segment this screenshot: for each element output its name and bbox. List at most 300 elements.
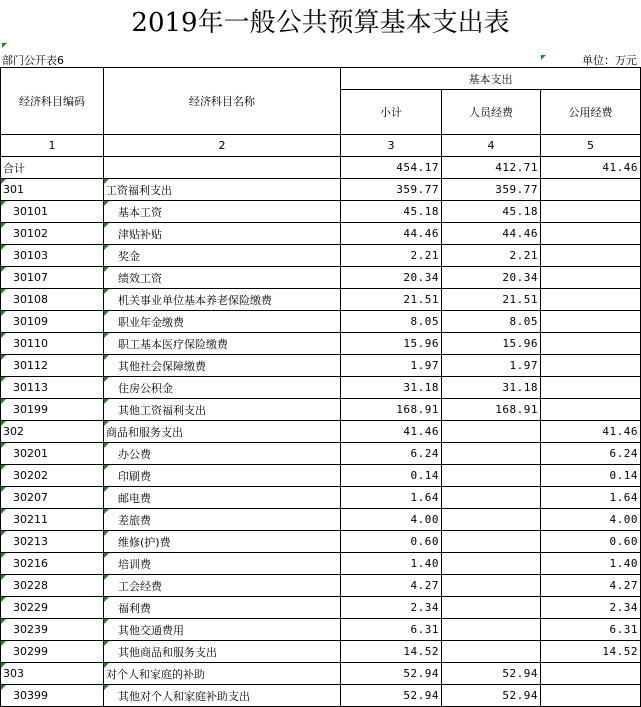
row-personnel: [442, 245, 541, 267]
row-name: [104, 443, 341, 465]
row-subtotal: [341, 531, 442, 553]
row-personnel-text: 45.18: [502, 205, 538, 218]
row-name: [104, 245, 341, 267]
row-subtotal: [341, 201, 442, 223]
row-name-text: 办公费: [118, 447, 151, 461]
cell-marker-icon: [104, 289, 109, 294]
cell-marker-icon: [1, 685, 6, 690]
row-public: [541, 421, 641, 443]
row-code: [1, 443, 104, 465]
row-code: [1, 333, 104, 355]
row-subtotal-text: 2.34: [410, 601, 439, 614]
row-code-text: 30229: [13, 601, 48, 614]
table-row: [1, 289, 641, 311]
row-personnel-text: 412.71: [495, 161, 538, 174]
row-subtotal: [341, 553, 442, 575]
row-public: [541, 179, 641, 201]
row-subtotal: [341, 509, 442, 531]
table-row: [1, 355, 641, 377]
row-name: [104, 553, 341, 575]
table-row: [1, 641, 641, 663]
budget-table: [0, 67, 641, 707]
row-subtotal-text: 41.46: [403, 425, 439, 438]
row-name: [104, 663, 341, 685]
cell-marker-icon: [104, 355, 109, 360]
row-name-text: 工会经费: [118, 579, 162, 593]
row-name: [104, 575, 341, 597]
cell-marker-icon: [104, 421, 109, 426]
row-code-text: 30299: [13, 645, 48, 658]
table-row: [1, 575, 641, 597]
row-name: [104, 157, 341, 179]
row-personnel: [442, 575, 541, 597]
col-number: 1: [1, 135, 104, 157]
row-personnel: [442, 377, 541, 399]
row-name-text: 绩效工资: [118, 271, 162, 285]
row-name-text: 培训费: [118, 557, 151, 571]
cell-marker-icon: [104, 443, 109, 448]
cell-marker-icon: [104, 179, 109, 184]
row-name: [104, 223, 341, 245]
row-subtotal: [341, 355, 442, 377]
row-code: [1, 685, 104, 707]
table-row: [1, 443, 641, 465]
row-code: [1, 663, 104, 685]
cell-marker-icon: [1, 553, 6, 558]
row-name: [104, 289, 341, 311]
row-name: [104, 377, 341, 399]
row-name: [104, 179, 341, 201]
row-subtotal-text: 44.46: [403, 227, 439, 240]
row-subtotal: [341, 377, 442, 399]
row-code: [1, 641, 104, 663]
table-row: [1, 377, 641, 399]
row-public: [541, 289, 641, 311]
cell-marker-icon: [104, 399, 109, 404]
header-public: 公用经费: [541, 90, 641, 135]
row-name: [104, 509, 341, 531]
row-public: [541, 443, 641, 465]
col-number: 2: [104, 135, 341, 157]
cell-marker-icon: [1, 267, 6, 272]
row-public-text: 1.64: [609, 491, 639, 504]
row-public: [541, 575, 641, 597]
row-subtotal: [341, 289, 442, 311]
row-subtotal: [341, 685, 442, 707]
table-row: [1, 223, 641, 245]
row-name-text: 商品和服务支出: [106, 425, 183, 439]
table-row: [1, 399, 641, 421]
row-public-text: 6.24: [609, 447, 639, 460]
row-name: [104, 355, 341, 377]
cell-marker-icon: [1, 641, 6, 646]
row-code: [1, 311, 104, 333]
page-title: 2019年一般公共预算基本支出表: [131, 8, 510, 38]
table-row: [1, 487, 641, 509]
cell-marker-icon: [1, 223, 6, 228]
row-code: [1, 157, 104, 179]
table-row: [1, 663, 641, 685]
row-public: [541, 355, 641, 377]
row-name: [104, 531, 341, 553]
row-personnel: [442, 355, 541, 377]
row-personnel-text: 168.91: [495, 403, 538, 416]
col-number: 3: [341, 135, 442, 157]
col-number: 4: [442, 135, 541, 157]
row-personnel: [442, 509, 541, 531]
row-name-text: 福利费: [118, 601, 151, 615]
cell-marker-icon: [104, 465, 109, 470]
row-name-text: 住房公积金: [118, 381, 173, 395]
cell-marker-icon: [104, 619, 109, 624]
cell-marker-icon: [1, 355, 6, 360]
row-subtotal-text: 0.60: [410, 535, 439, 548]
table-row: [1, 553, 641, 575]
row-code-text: 30102: [13, 227, 48, 240]
cell-marker-icon: [1, 333, 6, 338]
row-public: [541, 685, 641, 707]
row-code: [1, 289, 104, 311]
header-code: 经济科目编码: [1, 68, 104, 135]
row-code-text: 30108: [13, 293, 48, 306]
row-name: [104, 487, 341, 509]
row-code-text: 30109: [13, 315, 48, 328]
cell-marker-icon: [1, 531, 6, 536]
row-personnel: [442, 663, 541, 685]
row-name: [104, 333, 341, 355]
row-code: [1, 201, 104, 223]
row-subtotal-text: 31.18: [403, 381, 439, 394]
row-code-text: 30207: [13, 491, 48, 504]
row-name: [104, 399, 341, 421]
row-personnel: [442, 289, 541, 311]
cell-marker-icon: [104, 267, 109, 272]
cell-marker-icon: [1, 597, 6, 602]
row-subtotal: [341, 267, 442, 289]
row-name-text: 奖金: [118, 249, 140, 263]
row-code-text: 30399: [13, 689, 48, 702]
row-public: [541, 465, 641, 487]
row-code: [1, 399, 104, 421]
row-code: [1, 619, 104, 641]
row-name-text: 维修(护)费: [118, 535, 171, 549]
cell-marker-icon: [104, 575, 109, 580]
row-subtotal: [341, 333, 442, 355]
row-public: [541, 663, 641, 685]
cell-marker-icon: [104, 641, 109, 646]
dept-label: 部门公开表6: [2, 54, 64, 67]
unit-label: 单位：万元: [582, 54, 637, 67]
table-row: [1, 685, 641, 707]
row-subtotal: [341, 157, 442, 179]
header-personnel: 人员经费: [442, 90, 541, 135]
row-subtotal: [341, 663, 442, 685]
row-personnel-text: 8.05: [509, 315, 538, 328]
row-personnel-text: 21.51: [502, 293, 538, 306]
row-subtotal-text: 359.77: [396, 183, 439, 196]
cell-marker-icon: [1, 619, 6, 624]
row-code: [1, 179, 104, 201]
row-code-text: 30211: [13, 513, 48, 526]
row-code-text: 30239: [13, 623, 48, 636]
row-personnel: [442, 223, 541, 245]
row-personnel-text: 2.21: [509, 249, 538, 262]
header-name: 经济科目名称: [104, 68, 341, 135]
cell-marker-icon: [541, 55, 546, 60]
row-subtotal-text: 14.52: [403, 645, 439, 658]
row-subtotal-text: 52.94: [403, 689, 439, 702]
row-public: [541, 267, 641, 289]
row-subtotal: [341, 575, 442, 597]
row-subtotal-text: 8.05: [410, 315, 439, 328]
row-personnel: [442, 399, 541, 421]
row-subtotal: [341, 421, 442, 443]
cell-marker-icon: [1, 663, 6, 668]
table-row: [1, 157, 641, 179]
row-name-text: 其他对个人和家庭补助支出: [118, 689, 250, 703]
row-code-text: 30107: [13, 271, 48, 284]
cell-marker-icon: [104, 377, 109, 382]
row-personnel: [442, 619, 541, 641]
row-code-text: 301: [3, 183, 24, 196]
row-code-text: 30213: [13, 535, 48, 548]
row-subtotal-text: 1.64: [410, 491, 439, 504]
row-personnel: [442, 641, 541, 663]
row-public: [541, 377, 641, 399]
row-public: [541, 245, 641, 267]
row-name-text: 津贴补贴: [118, 227, 162, 241]
row-public-text: 4.00: [609, 513, 639, 526]
row-public: [541, 641, 641, 663]
row-name: [104, 421, 341, 443]
row-name-text: 其他社会保障缴费: [118, 359, 206, 373]
row-personnel: [442, 531, 541, 553]
row-public-text: 4.27: [609, 579, 639, 592]
row-subtotal-text: 1.97: [410, 359, 439, 372]
row-code-text: 30202: [13, 469, 48, 482]
row-name-text: 其他交通费用: [118, 623, 184, 637]
row-public: [541, 201, 641, 223]
row-code: [1, 421, 104, 443]
row-name-text: 印刷费: [118, 469, 151, 483]
row-code-text: 30110: [13, 337, 48, 350]
row-name-text: 对个人和家庭的补助: [106, 667, 205, 681]
row-subtotal-text: 15.96: [403, 337, 439, 350]
row-code: [1, 597, 104, 619]
row-name-text: 其他商品和服务支出: [118, 645, 217, 659]
row-subtotal-text: 4.00: [410, 513, 439, 526]
row-code: [1, 575, 104, 597]
row-subtotal-text: 6.31: [410, 623, 439, 636]
row-personnel: [442, 157, 541, 179]
row-subtotal-text: 21.51: [403, 293, 439, 306]
row-public-text: 1.40: [609, 557, 639, 570]
row-subtotal-text: 1.40: [410, 557, 439, 570]
row-public: [541, 597, 641, 619]
cell-marker-icon: [1, 575, 6, 580]
row-personnel: [442, 597, 541, 619]
row-public: [541, 553, 641, 575]
row-subtotal: [341, 465, 442, 487]
cell-marker-icon: [1, 289, 6, 294]
cell-marker-icon: [104, 685, 109, 690]
row-personnel: [442, 685, 541, 707]
row-code: [1, 267, 104, 289]
cell-marker-icon: [104, 663, 109, 668]
row-personnel-text: 52.94: [502, 689, 538, 702]
row-name-text: 其他工资福利支出: [118, 403, 206, 417]
row-subtotal: [341, 597, 442, 619]
row-subtotal-text: 454.17: [396, 161, 439, 174]
row-personnel: [442, 465, 541, 487]
cell-marker-icon: [104, 223, 109, 228]
row-public: [541, 619, 641, 641]
row-code-text: 合计: [3, 161, 25, 175]
row-code: [1, 531, 104, 553]
row-personnel: [442, 421, 541, 443]
row-code-text: 302: [3, 425, 24, 438]
row-name-text: 差旅费: [118, 513, 151, 527]
cell-marker-icon: [1, 179, 6, 184]
cell-marker-icon: [104, 597, 109, 602]
cell-marker-icon: [104, 201, 109, 206]
table-row: [1, 597, 641, 619]
row-personnel: [442, 201, 541, 223]
cell-marker-icon: [104, 553, 109, 558]
row-subtotal: [341, 399, 442, 421]
row-personnel: [442, 553, 541, 575]
row-code-text: 30113: [13, 381, 48, 394]
row-name: [104, 311, 341, 333]
row-public: [541, 333, 641, 355]
row-code-text: 30112: [13, 359, 48, 372]
row-public-text: 41.46: [602, 161, 639, 174]
row-subtotal-text: 2.21: [410, 249, 439, 262]
table-row: [1, 311, 641, 333]
row-code: [1, 355, 104, 377]
row-subtotal: [341, 641, 442, 663]
row-code-text: 30103: [13, 249, 48, 262]
row-subtotal-text: 45.18: [403, 205, 439, 218]
table-row: [1, 245, 641, 267]
row-name-text: 工资福利支出: [106, 183, 172, 197]
row-public: [541, 531, 641, 553]
row-code-text: 30199: [13, 403, 48, 416]
row-code: [1, 509, 104, 531]
row-subtotal-text: 20.34: [403, 271, 439, 284]
header-subtotal: 小计: [341, 90, 442, 135]
row-name: [104, 641, 341, 663]
row-subtotal-text: 52.94: [403, 667, 439, 680]
row-name: [104, 685, 341, 707]
row-public: [541, 157, 641, 179]
row-name: [104, 267, 341, 289]
row-personnel-text: 15.96: [502, 337, 538, 350]
table-row: [1, 421, 641, 443]
row-personnel-text: 1.97: [509, 359, 538, 372]
row-subtotal: [341, 619, 442, 641]
row-code-text: 30216: [13, 557, 48, 570]
row-code: [1, 465, 104, 487]
row-code: [1, 223, 104, 245]
row-personnel: [442, 311, 541, 333]
table-row: [1, 619, 641, 641]
row-subtotal-text: 168.91: [396, 403, 439, 416]
cell-marker-icon: [1, 399, 6, 404]
cell-marker-icon: [1, 443, 6, 448]
row-name-text: 邮电费: [118, 491, 151, 505]
row-personnel: [442, 179, 541, 201]
row-subtotal-text: 4.27: [410, 579, 439, 592]
row-code: [1, 377, 104, 399]
row-subtotal: [341, 311, 442, 333]
row-personnel: [442, 267, 541, 289]
cell-marker-icon: [1, 421, 6, 426]
row-subtotal: [341, 487, 442, 509]
row-public-text: 0.14: [609, 469, 639, 482]
row-public-text: 0.60: [609, 535, 639, 548]
table-row: [1, 531, 641, 553]
row-public-text: 2.34: [609, 601, 639, 614]
row-personnel: [442, 443, 541, 465]
row-code-text: 30201: [13, 447, 48, 460]
row-name: [104, 201, 341, 223]
row-subtotal-text: 0.14: [410, 469, 439, 482]
row-personnel-text: 359.77: [495, 183, 538, 196]
cell-marker-icon: [1, 509, 6, 514]
row-public-text: 14.52: [602, 645, 639, 658]
row-name: [104, 597, 341, 619]
row-subtotal: [341, 223, 442, 245]
cell-marker-icon: [1, 201, 6, 206]
row-personnel-text: 31.18: [502, 381, 538, 394]
row-personnel: [442, 487, 541, 509]
row-code-text: 30228: [13, 579, 48, 592]
row-public: [541, 311, 641, 333]
table-row: [1, 509, 641, 531]
row-subtotal: [341, 245, 442, 267]
row-public: [541, 223, 641, 245]
row-name-text: 职业年金缴费: [118, 315, 184, 329]
table-row: [1, 201, 641, 223]
cell-marker-icon: [104, 245, 109, 250]
table-row: [1, 333, 641, 355]
cell-marker-icon: [1, 245, 6, 250]
row-name: [104, 465, 341, 487]
table-row: [1, 465, 641, 487]
cell-marker-icon: [1, 311, 6, 316]
row-personnel: [442, 333, 541, 355]
row-personnel-text: 44.46: [502, 227, 538, 240]
row-name-text: 机关事业单位基本养老保险缴费: [118, 293, 272, 307]
row-code: [1, 553, 104, 575]
row-name-text: 基本工资: [118, 205, 162, 219]
table-row: [1, 267, 641, 289]
row-code-text: 30101: [13, 205, 48, 218]
row-code-text: 303: [3, 667, 24, 680]
cell-marker-icon: [2, 43, 7, 48]
cell-marker-icon: [1, 465, 6, 470]
row-personnel-text: 20.34: [502, 271, 538, 284]
cell-marker-icon: [104, 333, 109, 338]
row-code: [1, 487, 104, 509]
cell-marker-icon: [104, 311, 109, 316]
row-personnel-text: 52.94: [502, 667, 538, 680]
cell-marker-icon: [1, 487, 6, 492]
row-public-text: 41.46: [602, 425, 639, 438]
row-public-text: 6.31: [609, 623, 639, 636]
row-name: [104, 619, 341, 641]
